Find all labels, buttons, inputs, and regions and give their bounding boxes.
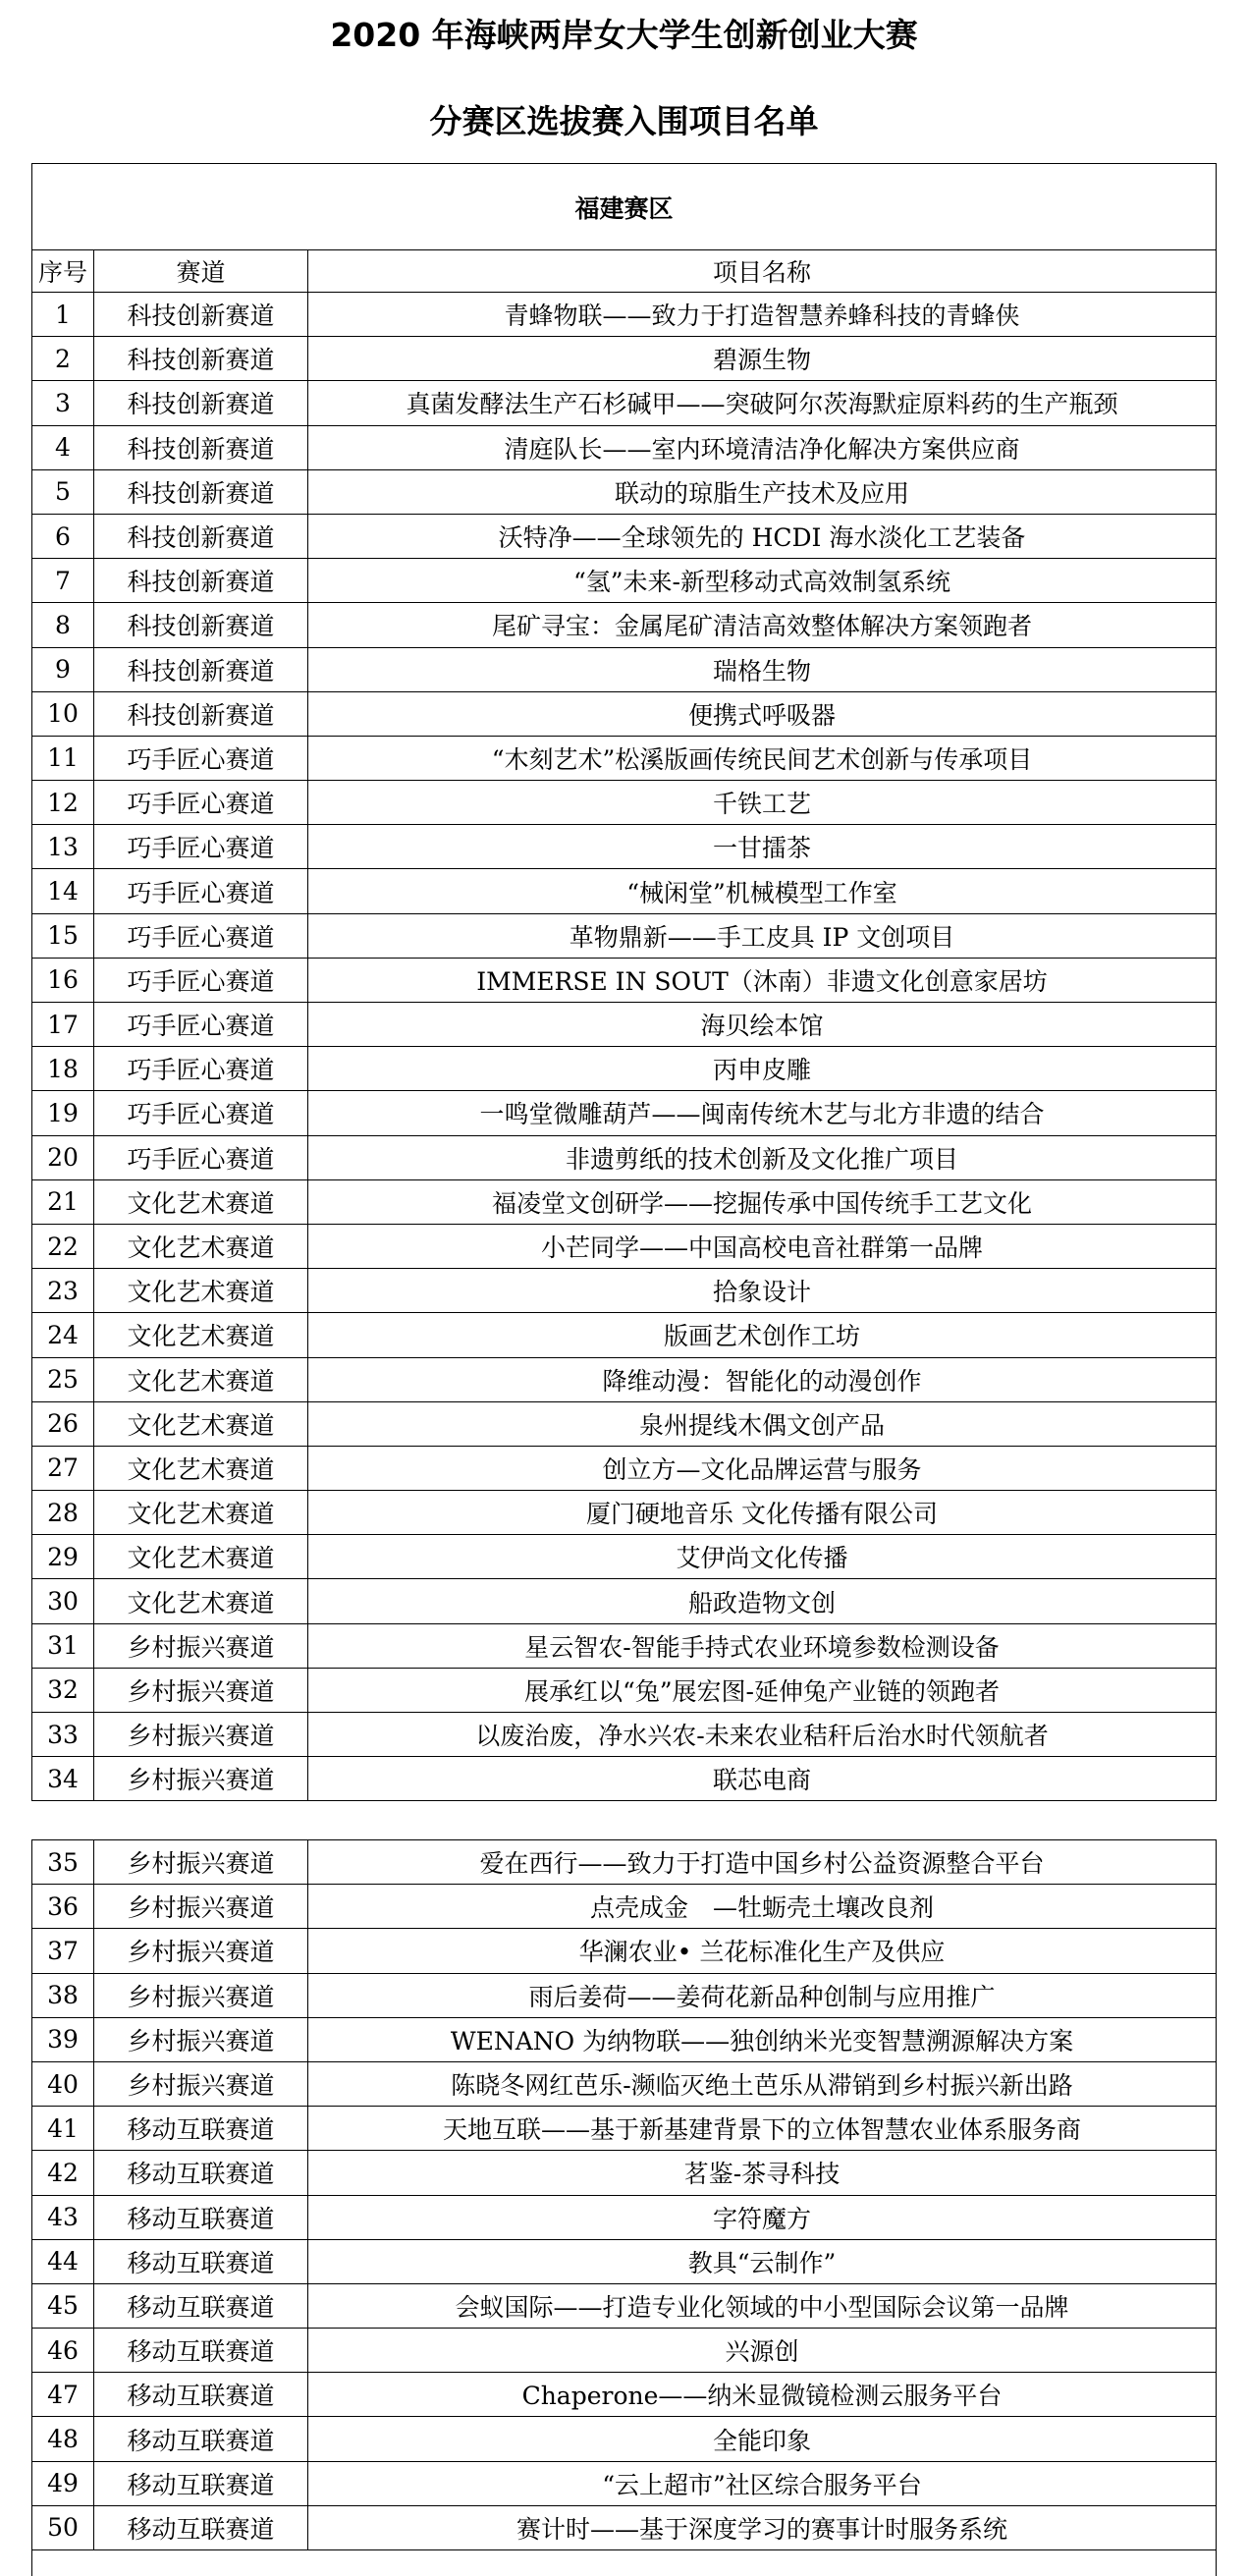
row-project-name: 创立方—文化品牌运营与服务 [308,1446,1217,1490]
row-index: 5 [32,469,94,514]
table-row [32,1269,1217,1313]
table-row [32,2195,1217,2239]
row-index: 37 [32,1929,94,1973]
row-index: 33 [32,1713,94,1757]
row-project-name: “氢”未来-新型移动式高效制氢系统 [308,559,1217,603]
row-track: 文化艺术赛道 [94,1224,308,1268]
row-index: 3 [32,381,94,425]
table-row [32,425,1217,469]
row-track: 科技创新赛道 [94,337,308,381]
table-row [32,1491,1217,1535]
row-track: 移动互联赛道 [94,2195,308,2239]
row-index: 24 [32,1313,94,1357]
row-project-name: 船政造物文创 [308,1579,1217,1623]
table-row [32,1135,1217,1179]
table-header-row [32,250,1217,293]
row-track: 乡村振兴赛道 [94,1668,308,1712]
row-track: 移动互联赛道 [94,2283,308,2328]
table-row [32,1179,1217,1224]
row-project-name: 华澜农业• 兰花标准化生产及供应 [308,1929,1217,1973]
table-row [32,1446,1217,1490]
projects-table-part2 [31,1839,1217,2576]
row-project-name: 沃特净——全球领先的 HCDI 海水淡化工艺装备 [308,514,1217,558]
row-index: 17 [32,1003,94,1047]
column-header-project: 项目名称 [308,250,1217,293]
row-index: 43 [32,2195,94,2239]
table-row-empty [32,2550,1217,2576]
table-row [32,2329,1217,2373]
row-track: 文化艺术赛道 [94,1446,308,1490]
row-track: 科技创新赛道 [94,647,308,691]
row-index: 9 [32,647,94,691]
table-row [32,1623,1217,1668]
table-row [32,2283,1217,2328]
row-project-name: 泉州提线木偶文创产品 [308,1401,1217,1446]
table-row [32,1973,1217,2017]
row-track: 科技创新赛道 [94,559,308,603]
row-project-name: 爱在西行——致力于打造中国乡村公益资源整合平台 [308,1840,1217,1885]
row-index: 50 [32,2505,94,2549]
row-index: 45 [32,2283,94,2328]
row-project-name: 陈晓冬网红芭乐-濒临灭绝土芭乐从滞销到乡村振兴新出路 [308,2061,1217,2106]
row-index: 13 [32,825,94,869]
row-track: 乡村振兴赛道 [94,2061,308,2106]
row-track: 巧手匠心赛道 [94,825,308,869]
table-row [32,691,1217,736]
table-row [32,1091,1217,1135]
row-track: 巧手匠心赛道 [94,1091,308,1135]
row-project-name: 茗鉴-茶寻科技 [308,2151,1217,2195]
row-index: 18 [32,1047,94,1091]
row-track: 科技创新赛道 [94,381,308,425]
row-index: 19 [32,1091,94,1135]
row-project-name: WENANO 为纳物联——独创纳米光变智慧溯源解决方案 [308,2017,1217,2061]
row-index: 46 [32,2329,94,2373]
row-project-name: 一甘擂茶 [308,825,1217,869]
table-row [32,2107,1217,2151]
row-index: 39 [32,2017,94,2061]
table-row [32,1357,1217,1401]
row-index: 11 [32,736,94,780]
table-row [32,1224,1217,1268]
row-track: 科技创新赛道 [94,691,308,736]
row-track: 移动互联赛道 [94,2329,308,2373]
row-index: 48 [32,2417,94,2461]
row-project-name: 小芒同学——中国高校电音社群第一品牌 [308,1224,1217,1268]
table-row [32,2417,1217,2461]
table-row [32,2239,1217,2283]
row-track: 乡村振兴赛道 [94,1929,308,1973]
row-track: 巧手匠心赛道 [94,913,308,958]
row-index: 42 [32,2151,94,2195]
row-track: 文化艺术赛道 [94,1579,308,1623]
row-index: 34 [32,1757,94,1801]
table-row [32,1313,1217,1357]
row-index: 20 [32,1135,94,1179]
row-index: 36 [32,1885,94,1929]
row-project-name: 全能印象 [308,2417,1217,2461]
row-track: 移动互联赛道 [94,2373,308,2417]
row-project-name: 千铁工艺 [308,781,1217,825]
row-index: 40 [32,2061,94,2106]
row-index: 22 [32,1224,94,1268]
table-row [32,781,1217,825]
row-index: 10 [32,691,94,736]
row-index: 14 [32,869,94,913]
row-project-name: 拾象设计 [308,1269,1217,1313]
row-track: 移动互联赛道 [94,2461,308,2505]
row-track: 移动互联赛道 [94,2417,308,2461]
row-project-name: 清庭队长——室内环境清洁净化解决方案供应商 [308,425,1217,469]
row-index: 29 [32,1535,94,1579]
row-project-name: 联芯电商 [308,1757,1217,1801]
row-track: 乡村振兴赛道 [94,1757,308,1801]
row-index: 38 [32,1973,94,2017]
row-index: 27 [32,1446,94,1490]
table-row [32,1840,1217,1885]
row-track: 移动互联赛道 [94,2239,308,2283]
column-header-track: 赛道 [94,250,308,293]
row-project-name: 厦门硬地音乐 文化传播有限公司 [308,1491,1217,1535]
table-row [32,869,1217,913]
row-index: 23 [32,1269,94,1313]
row-index: 8 [32,603,94,647]
projects-table-part1 [31,163,1217,1801]
row-track: 移动互联赛道 [94,2505,308,2549]
row-track: 移动互联赛道 [94,2151,308,2195]
row-index: 16 [32,958,94,1002]
table-row [32,337,1217,381]
row-index: 31 [32,1623,94,1668]
row-track: 科技创新赛道 [94,293,308,337]
page-title: 2020 年海峡两岸女大学生创新创业大赛 [0,14,1248,57]
row-index: 25 [32,1357,94,1401]
row-track: 乡村振兴赛道 [94,1885,308,1929]
empty-cell [32,2550,1217,2576]
row-project-name: 一鸣堂微雕葫芦——闽南传统木艺与北方非遗的结合 [308,1091,1217,1135]
table-row [32,825,1217,869]
row-project-name: 赛计时——基于深度学习的赛事计时服务系统 [308,2505,1217,2549]
row-track: 乡村振兴赛道 [94,1840,308,1885]
row-project-name: 非遗剪纸的技术创新及文化推广项目 [308,1135,1217,1179]
row-track: 科技创新赛道 [94,469,308,514]
row-track: 巧手匠心赛道 [94,1135,308,1179]
row-index: 6 [32,514,94,558]
row-project-name: 艾伊尚文化传播 [308,1535,1217,1579]
page-subtitle: 分赛区选拔赛入围项目名单 [0,100,1248,143]
table-row [32,381,1217,425]
row-project-name: “木刻艺术”松溪版画传统民间艺术创新与传承项目 [308,736,1217,780]
row-project-name: 海贝绘本馆 [308,1003,1217,1047]
row-project-name: 教具“云制作” [308,2239,1217,2283]
row-index: 7 [32,559,94,603]
row-index: 28 [32,1491,94,1535]
table-row [32,958,1217,1002]
table-row [32,2017,1217,2061]
row-project-name: 雨后姜荷——姜荷花新品种创制与应用推广 [308,1973,1217,2017]
row-project-name: IMMERSE IN SOUT（沐南）非遗文化创意家居坊 [308,958,1217,1002]
row-project-name: Chaperone——纳米显微镜检测云服务平台 [308,2373,1217,2417]
row-project-name: 青蜂物联——致力于打造智慧养蜂科技的青蜂侠 [308,293,1217,337]
row-track: 文化艺术赛道 [94,1491,308,1535]
row-project-name: 真菌发酵法生产石杉碱甲——突破阿尔茨海默症原料药的生产瓶颈 [308,381,1217,425]
table-row [32,2505,1217,2549]
row-track: 巧手匠心赛道 [94,1003,308,1047]
row-track: 科技创新赛道 [94,425,308,469]
row-track: 乡村振兴赛道 [94,1973,308,2017]
row-index: 47 [32,2373,94,2417]
table-row [32,603,1217,647]
row-index: 35 [32,1840,94,1885]
row-index: 49 [32,2461,94,2505]
row-track: 乡村振兴赛道 [94,1623,308,1668]
table-row [32,559,1217,603]
row-index: 21 [32,1179,94,1224]
row-project-name: 瑞格生物 [308,647,1217,691]
table-row [32,1885,1217,1929]
row-track: 科技创新赛道 [94,603,308,647]
table-row [32,1757,1217,1801]
column-header-index: 序号 [32,250,94,293]
row-index: 32 [32,1668,94,1712]
row-index: 15 [32,913,94,958]
row-project-name: “械闲堂”机械模型工作室 [308,869,1217,913]
row-track: 文化艺术赛道 [94,1401,308,1446]
row-project-name: 福凌堂文创研学——挖掘传承中国传统手工艺文化 [308,1179,1217,1224]
row-track: 巧手匠心赛道 [94,736,308,780]
region-heading: 福建赛区 [32,164,1217,250]
table-row [32,736,1217,780]
row-project-name: 尾矿寻宝：金属尾矿清洁高效整体解决方案领跑者 [308,603,1217,647]
row-index: 26 [32,1401,94,1446]
row-project-name: 星云智农-智能手持式农业环境参数检测设备 [308,1623,1217,1668]
row-project-name: 会蚁国际——打造专业化领域的中小型国际会议第一品牌 [308,2283,1217,2328]
table-row [32,647,1217,691]
table-row [32,2151,1217,2195]
row-index: 2 [32,337,94,381]
row-track: 移动互联赛道 [94,2107,308,2151]
row-project-name: 丙申皮雕 [308,1047,1217,1091]
table-row [32,1047,1217,1091]
table-row [32,1668,1217,1712]
row-index: 44 [32,2239,94,2283]
row-project-name: 革物鼎新——手工皮具 IP 文创项目 [308,913,1217,958]
row-track: 文化艺术赛道 [94,1357,308,1401]
row-track: 巧手匠心赛道 [94,869,308,913]
table-row [32,1535,1217,1579]
row-track: 巧手匠心赛道 [94,1047,308,1091]
table-row [32,1713,1217,1757]
row-project-name: 以废治废，净水兴农-未来农业秸秆后治水时代领航者 [308,1713,1217,1757]
row-project-name: 便携式呼吸器 [308,691,1217,736]
row-track: 科技创新赛道 [94,514,308,558]
table-row [32,2373,1217,2417]
row-track: 文化艺术赛道 [94,1179,308,1224]
table-row [32,913,1217,958]
table-row [32,293,1217,337]
row-index: 12 [32,781,94,825]
row-project-name: 版画艺术创作工坊 [308,1313,1217,1357]
row-track: 巧手匠心赛道 [94,958,308,1002]
table-row [32,1401,1217,1446]
table-row [32,469,1217,514]
table-row [32,1929,1217,1973]
row-track: 巧手匠心赛道 [94,781,308,825]
row-track: 文化艺术赛道 [94,1313,308,1357]
row-project-name: “云上超市”社区综合服务平台 [308,2461,1217,2505]
row-track: 文化艺术赛道 [94,1535,308,1579]
table-row [32,2461,1217,2505]
table-row [32,1579,1217,1623]
row-index: 1 [32,293,94,337]
row-project-name: 降维动漫：智能化的动漫创作 [308,1357,1217,1401]
table-row [32,2061,1217,2106]
row-project-name: 天地互联——基于新基建背景下的立体智慧农业体系服务商 [308,2107,1217,2151]
row-project-name: 字符魔方 [308,2195,1217,2239]
table-row [32,1003,1217,1047]
table-row [32,514,1217,558]
row-index: 4 [32,425,94,469]
row-project-name: 碧源生物 [308,337,1217,381]
row-track: 乡村振兴赛道 [94,1713,308,1757]
row-project-name: 兴源创 [308,2329,1217,2373]
row-project-name: 联动的琼脂生产技术及应用 [308,469,1217,514]
row-index: 41 [32,2107,94,2151]
row-track: 文化艺术赛道 [94,1269,308,1313]
row-project-name: 点壳成金 —牡蛎壳土壤改良剂 [308,1885,1217,1929]
row-index: 30 [32,1579,94,1623]
row-project-name: 展承红以“兔”展宏图-延伸兔产业链的领跑者 [308,1668,1217,1712]
row-track: 乡村振兴赛道 [94,2017,308,2061]
